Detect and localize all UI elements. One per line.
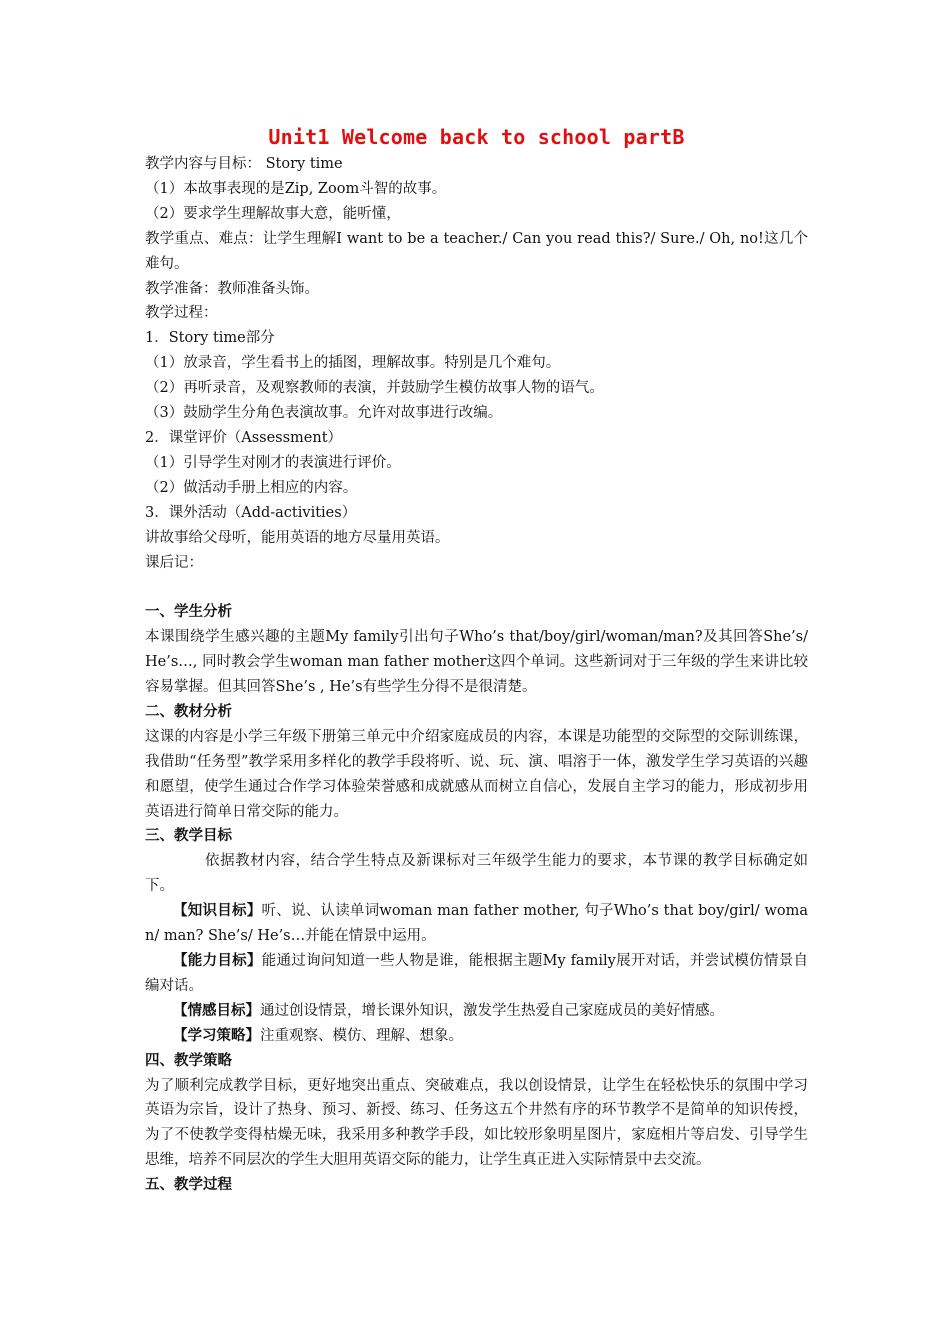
objective-label: 【能力目标】 bbox=[173, 952, 262, 969]
objective-knowledge bbox=[145, 899, 808, 949]
process-line: 教学过程： bbox=[145, 305, 218, 322]
key-points-line: 教学重点、难点：让学生理解I want to be a teacher./ Can you read this?/ Sure./ Oh, no!这几个难句。 bbox=[145, 230, 808, 272]
content-line: （1）本故事表现的是Zip, Zoom斗智的故事。 bbox=[145, 180, 447, 197]
process-substep: （2）做活动手册上相应的内容。 bbox=[145, 479, 358, 496]
section-body: 为了顺利完成教学目标，更好地突出重点、突破难点，我以创设情景，让学生在轻松快乐的氛围中学习英语为宗旨，设计了热身、预习、新授、练习、任务这五个井然有序的环节教学不是简单的知识传授，为了不使教学变得枯燥无味，我采用多种教学手段，如比较形象明星图片，家庭相片等启发、引导学生思维，培养不同层次的学生大胆用英语交际的能力，让学生真正进入实际情景中去交流。 bbox=[145, 1077, 808, 1169]
section-heading: 四、教学策略 bbox=[145, 1052, 232, 1069]
content-line: （2）要求学生理解故事大意，能听懂， bbox=[145, 205, 401, 222]
document-page bbox=[145, 122, 808, 1198]
process-substep: （2）再听录音，及观察教师的表演，并鼓励学生模仿故事人物的语气。 bbox=[145, 380, 604, 397]
process-substep: （3）鼓励学生分角色表演故事。允许对故事进行改编。 bbox=[145, 405, 503, 422]
section-body: 这课的内容是小学三年级下册第三单元中介绍家庭成员的内容，本课是功能型的交际型的交际训练课，我借助“任务型”教学采用多样化的教学手段将听、说、玩、演、唱溶于一体，激发学生学习英语的兴趣和愿望，使学生通过合作学习体验荣誉感和成就感从而树立自信心，发展自主学习的能力，形成初步用英语进行简单日常交际的能力。 bbox=[145, 728, 808, 820]
objective-strategy bbox=[145, 1024, 808, 1049]
section-heading: 五、教学过程 bbox=[145, 1177, 232, 1194]
section-body: 依据教材内容，结合学生特点及新课标对三年级学生能力的要求，本节课的教学目标确定如下。 bbox=[145, 853, 808, 895]
objective-label: 【知识目标】 bbox=[173, 903, 262, 920]
objective-label: 【情感目标】 bbox=[173, 1002, 260, 1019]
objective-label: 【学习策略】 bbox=[173, 1027, 260, 1044]
section-heading: 二、教材分析 bbox=[145, 703, 232, 720]
objective-text: 通过创设情景，增长课外知识，激发学生热爱自己家庭成员的美好情感。 bbox=[260, 1002, 724, 1019]
process-step: 1．Story time部分 bbox=[145, 330, 275, 347]
objective-emotion bbox=[145, 999, 808, 1024]
spacer bbox=[145, 575, 808, 600]
preparation-line: 教学准备：教师准备头饰。 bbox=[145, 280, 319, 297]
afterword-line: 课后记： bbox=[145, 554, 203, 571]
section-body: 本课围绕学生感兴趣的主题My family引出句子Who’s that/boy/girl/woman/man?及其回答She’s/He’s…, 同时教会学生woman man father mother这四个单词。这些新词对于三年级的学生来讲比较容易掌握。但其回答She’s , He’s有些学生分得不是很清楚。 bbox=[145, 629, 808, 696]
process-step: 3．课外活动（Add-activities） bbox=[145, 504, 357, 521]
process-substep: 讲故事给父母听，能用英语的地方尽量用英语。 bbox=[145, 529, 450, 546]
process-substep: （1）引导学生对刚才的表演进行评价。 bbox=[145, 454, 401, 471]
objective-text: 听、说、认读单词woman man father mother, 句子Who’s that boy/girl/ woman/ man? She’s/ He’s…并能在情景中运用。 bbox=[145, 903, 809, 945]
objective-ability bbox=[145, 949, 808, 999]
process-step: 2．课堂评价（Assessment） bbox=[145, 429, 343, 446]
section-heading: 一、学生分析 bbox=[145, 604, 232, 621]
document-title: Unit1 Welcome back to school partB bbox=[268, 125, 685, 149]
process-substep: （1）放录音，学生看书上的插图，理解故事。特别是几个难句。 bbox=[145, 355, 561, 372]
content-goal-line: 教学内容与目标： Story time bbox=[145, 156, 343, 172]
section-heading: 三、教学目标 bbox=[145, 828, 232, 845]
objective-text: 注重观察、模仿、理解、想象。 bbox=[260, 1027, 463, 1044]
objective-text: 能通过询问知道一些人物是谁，能根据主题My family展开对话，并尝试模仿情景自编对话。 bbox=[145, 952, 809, 994]
